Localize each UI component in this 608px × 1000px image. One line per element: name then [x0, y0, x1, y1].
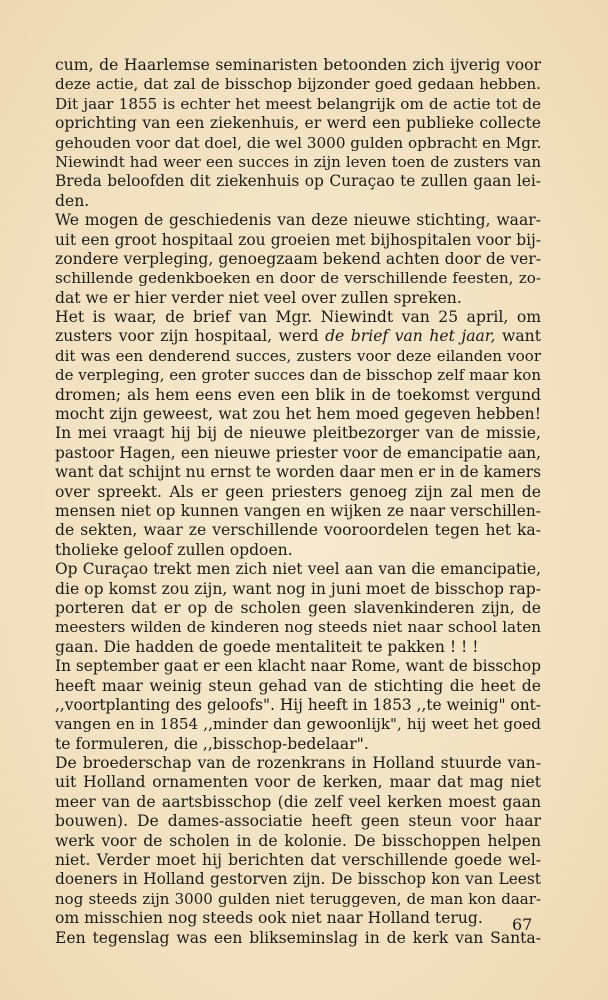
text-line: tholieke geloof zullen opdoen.: [55, 540, 293, 559]
text-line: dromen; als hem eens even een blik in de toekomst vergund: [55, 385, 541, 404]
text-line: meesters wilden de kinderen nog steeds niet naar school laten: [55, 618, 541, 637]
text-line: Niewindt had weer een succes in zijn leven toen de zusters van: [55, 152, 541, 171]
text-line: schillende gedenkboeken en door de verschillende feesten, zo-: [55, 269, 541, 288]
text-line: dit was een denderend succes, zusters voor deze eilanden voor: [55, 346, 541, 365]
text-line: niet. Verder moet hij berichten dat verschillende goede wel-: [55, 851, 541, 870]
text-line: vangen en in 1854 ,,minder dan gewoonlijk", hij weet het goed: [55, 715, 541, 734]
text-line: want dat schijnt nu ernst te worden daar men er in de kamers: [55, 463, 541, 482]
text-line-with-italic: [55, 327, 541, 346]
text-line: de verpleging, een groter succes dan de bisschop zelf maar kon: [55, 366, 541, 385]
text-line: deze actie, dat zal de bisschop bijzonder goed gedaan hebben.: [55, 75, 541, 94]
text-line: heeft maar weinig steun gehad van de stichting die heet de: [55, 676, 541, 695]
text-line: ,,voortplanting des geloofs". Hij heeft in 1853 ,,te weinig" ont-: [55, 695, 541, 714]
text-line: nog steeds zijn 3000 gulden niet teruggeven, de man kon daar-: [55, 889, 541, 908]
text-segment: zusters voor zijn hospitaal, werd: [55, 327, 319, 346]
text-line: Dit jaar 1855 is echter het meest belangrijk om de actie tot de: [55, 94, 541, 113]
text-line: Een tegenslag was een blikseminslag in de kerk van Santa-: [55, 928, 541, 947]
text-line: In mei vraagt hij bij de nieuwe pleitbezorger van de missie,: [55, 424, 541, 443]
text-line: om misschien nog steeds ook niet naar Holland terug.: [55, 909, 483, 928]
text-line: mensen niet op kunnen vangen en wijken ze naar verschillen-: [55, 501, 541, 520]
text-line: cum, de Haarlemse seminaristen betoonden zich ijverig voor: [55, 56, 541, 74]
text-line: Het is waar, de brief van Mgr. Niewindt van 25 april, om: [55, 308, 541, 327]
text-line: porteren dat er op de scholen geen slavenkinderen zijn, de: [55, 598, 541, 617]
text-line: Breda beloofden dit ziekenhuis op Curaçao te zullen gaan lei-: [55, 172, 541, 191]
body-text: [55, 56, 541, 948]
text-line: doeners in Holland gestorven zijn. De bisschop kon van Leest: [55, 870, 541, 889]
italic-phrase: de brief van het jaar,: [325, 327, 496, 346]
text-line: over spreekt. Als er geen priesters genoeg zijn zal men de: [55, 482, 541, 501]
text-line: gehouden voor dat doel, die wel 3000 gulden opbracht en Mgr.: [55, 133, 542, 152]
text-line: die op komst zou zijn, want nog in juni moet de bisschop rap-: [55, 579, 541, 598]
text-line: uit Holland ornamenten voor de kerken, maar dat mag niet: [55, 773, 541, 792]
text-line: uit een groot hospitaal zou groeien met bijhospitalen voor bij-: [55, 230, 541, 249]
text-line: gaan. Die hadden de goede mentaliteit te pakken ! ! !: [55, 637, 479, 656]
text-line: We mogen de geschiedenis van deze nieuwe stichting, waar-: [55, 211, 541, 230]
text-line: te formuleren, die ,,bisschop-bedelaar".: [55, 734, 369, 753]
text-line: meer van de aartsbisschop (die zelf veel kerken moest gaan: [55, 792, 541, 811]
text-line: bouwen). De dames-associatie heeft geen steun voor haar: [55, 812, 541, 831]
text-line: mocht zijn geweest, wat zou het hem moed gegeven hebben!: [55, 405, 541, 424]
text-line: Op Curaçao trekt men zich niet veel aan van die emancipatie,: [55, 560, 541, 579]
text-line: zondere verpleging, genoegzaam bekend achten door de ver-: [55, 249, 541, 268]
text-line: De broederschap van de rozenkrans in Holland stuurde van-: [55, 754, 541, 773]
text-line: de sekten, waar ze verschillende vooroordelen tegen het ka-: [55, 521, 541, 540]
text-line: pastoor Hagen, een nieuwe priester voor de emancipatie aan,: [55, 443, 541, 462]
page-number: 67: [512, 915, 533, 934]
text-segment: want: [502, 327, 541, 346]
text-line: werk voor de scholen in de kolonie. De bisschoppen helpen: [55, 831, 541, 850]
text-line: In september gaat er een klacht naar Rome, want de bisschop: [55, 657, 541, 676]
text-line: oprichting van een ziekenhuis, er werd een publieke collecte: [55, 114, 541, 133]
text-line: den.: [55, 191, 90, 210]
text-line: dat we er hier verder niet veel over zullen spreken.: [55, 288, 462, 307]
